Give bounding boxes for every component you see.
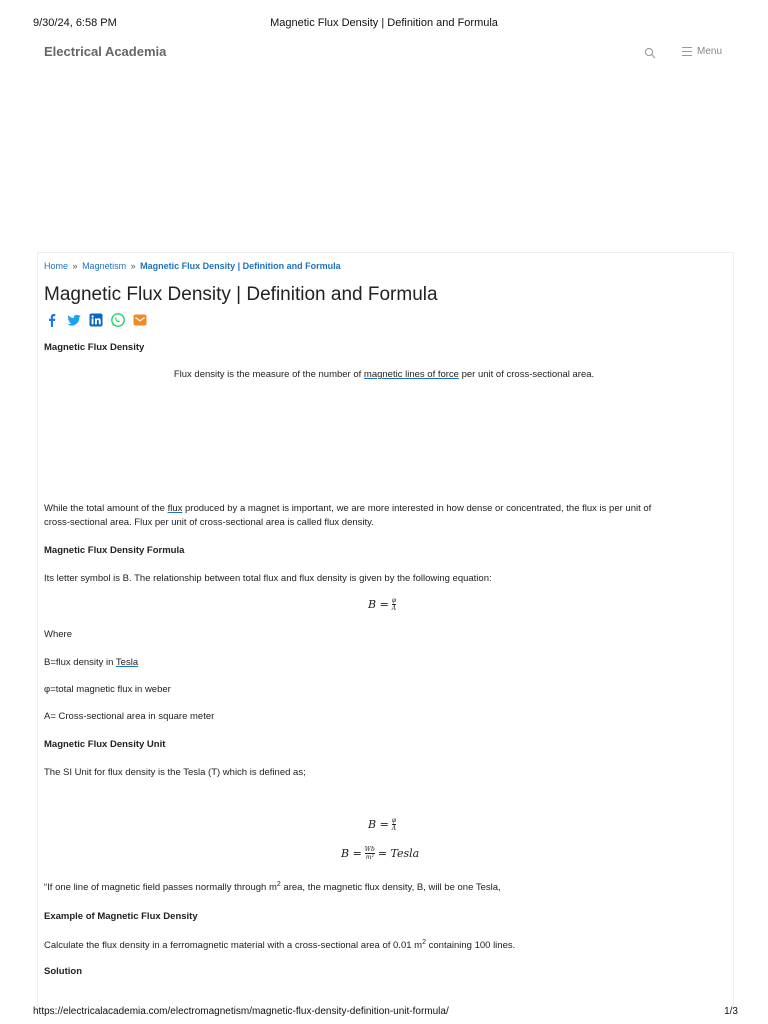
eq-numerator: φ [391,597,397,604]
p4-text-pre: “If one line of magnetic field passes normally through m [44,882,277,894]
facebook-icon[interactable] [45,313,59,327]
eq-denominator: A [391,605,397,612]
site-header [44,44,722,64]
menu-button[interactable] [682,46,722,57]
breadcrumb-separator: » [72,261,78,271]
p5-text-pre: Calculate the flux density in a ferromagnetic material with a cross-sectional area of 0.01 m [44,940,423,952]
intro-text-post: per unit of cross-sectional area. [458,369,595,380]
eq2-denominator: m² [365,854,374,861]
print-url: https://electricalacademia.com/electromagnetism/magnetic-flux-density-definition-unit-formula/ [33,1006,449,1017]
link-magnetic-lines-of-force[interactable]: magnetic lines of force [363,369,459,380]
eq-numerator: φ [391,817,397,824]
where-label: Where [44,629,72,640]
print-title: Magnetic Flux Density | Definition and Formula [270,17,498,29]
paragraph-letter-symbol: Its letter symbol is B. The relationship between total flux and flux density is given by the following equation: [44,573,492,584]
breadcrumb-separator: » [130,261,136,271]
heading-magnetic-flux-density: Magnetic Flux Density [44,342,145,353]
link-flux[interactable]: flux [167,503,183,514]
email-icon[interactable] [133,313,147,327]
definition-a: A= Cross-sectional area in square meter [44,711,215,722]
breadcrumb [44,261,341,271]
hamburger-icon [682,47,692,56]
linkedin-icon[interactable] [89,313,103,327]
heading-formula: Magnetic Flux Density Formula [44,545,185,556]
eq-fraction [392,597,396,612]
heading-solution: Solution [44,966,82,977]
heading-unit: Magnetic Flux Density Unit [44,739,166,750]
heading-example: Example of Magnetic Flux Density [44,911,198,922]
whatsapp-icon[interactable] [111,313,125,327]
p4-superscript: 2 [276,881,281,888]
p4-text-post: area, the magnetic flux density, B, will be one Tesla, [280,882,501,894]
eq-lhs: B = [368,818,389,831]
equation-tesla [341,846,419,861]
share-buttons [45,313,147,327]
equation-flux-density-2 [368,817,396,832]
print-datetime: 9/30/24, 6:58 PM [33,17,117,29]
paragraph-one-tesla [44,878,501,895]
paragraph-example-question [44,936,515,953]
search-icon[interactable] [644,46,656,58]
p1-text-pre: While the total amount of the [44,503,168,514]
breadcrumb-category[interactable]: Magnetism [82,261,127,271]
p5-superscript: 2 [422,939,426,946]
p5-text-post: containing 100 lines. [425,940,516,952]
def-b-text: B=flux density in [44,657,116,668]
intro-text-pre: Flux density is the measure of the number of [173,369,364,380]
page-number: 1/3 [724,1006,738,1017]
content-container [37,252,734,1013]
definition-b [44,656,138,670]
definition-phi: φ=total magnetic flux in weber [44,684,171,695]
eq-lhs: B = [368,598,389,611]
link-tesla[interactable]: Tesla [115,657,139,668]
p1-text-line2: cross-sectional area. Flux per unit of cross-sectional area is called flux density. [44,517,374,528]
menu-label: Menu [696,46,722,57]
equation-flux-density [368,597,396,612]
breadcrumb-home[interactable]: Home [44,261,69,271]
twitter-icon[interactable] [67,313,81,327]
breadcrumb-current: Magnetic Flux Density | Definition and Formula [140,261,341,271]
intro-paragraph [44,369,724,380]
eq-denominator: A [391,825,397,832]
eq2-numerator: Wb [364,846,375,853]
p1-text-post: produced by a magnet is important, we are more interested in how dense or concentrated, the flux is per unit of [182,503,652,514]
eq-lhs: B = [341,847,362,860]
eq-fraction-wb-m2 [365,846,375,861]
print-header [33,17,735,31]
eq-fraction [392,817,396,832]
paragraph-si-unit: The SI Unit for flux density is the Tesla (T) which is defined as; [44,767,306,778]
page-title: Magnetic Flux Density | Definition and Formula [44,284,438,305]
paragraph-total-flux [44,502,724,530]
eq2-rhs: = Tesla [377,847,420,860]
site-title[interactable]: Electrical Academia [44,44,167,59]
